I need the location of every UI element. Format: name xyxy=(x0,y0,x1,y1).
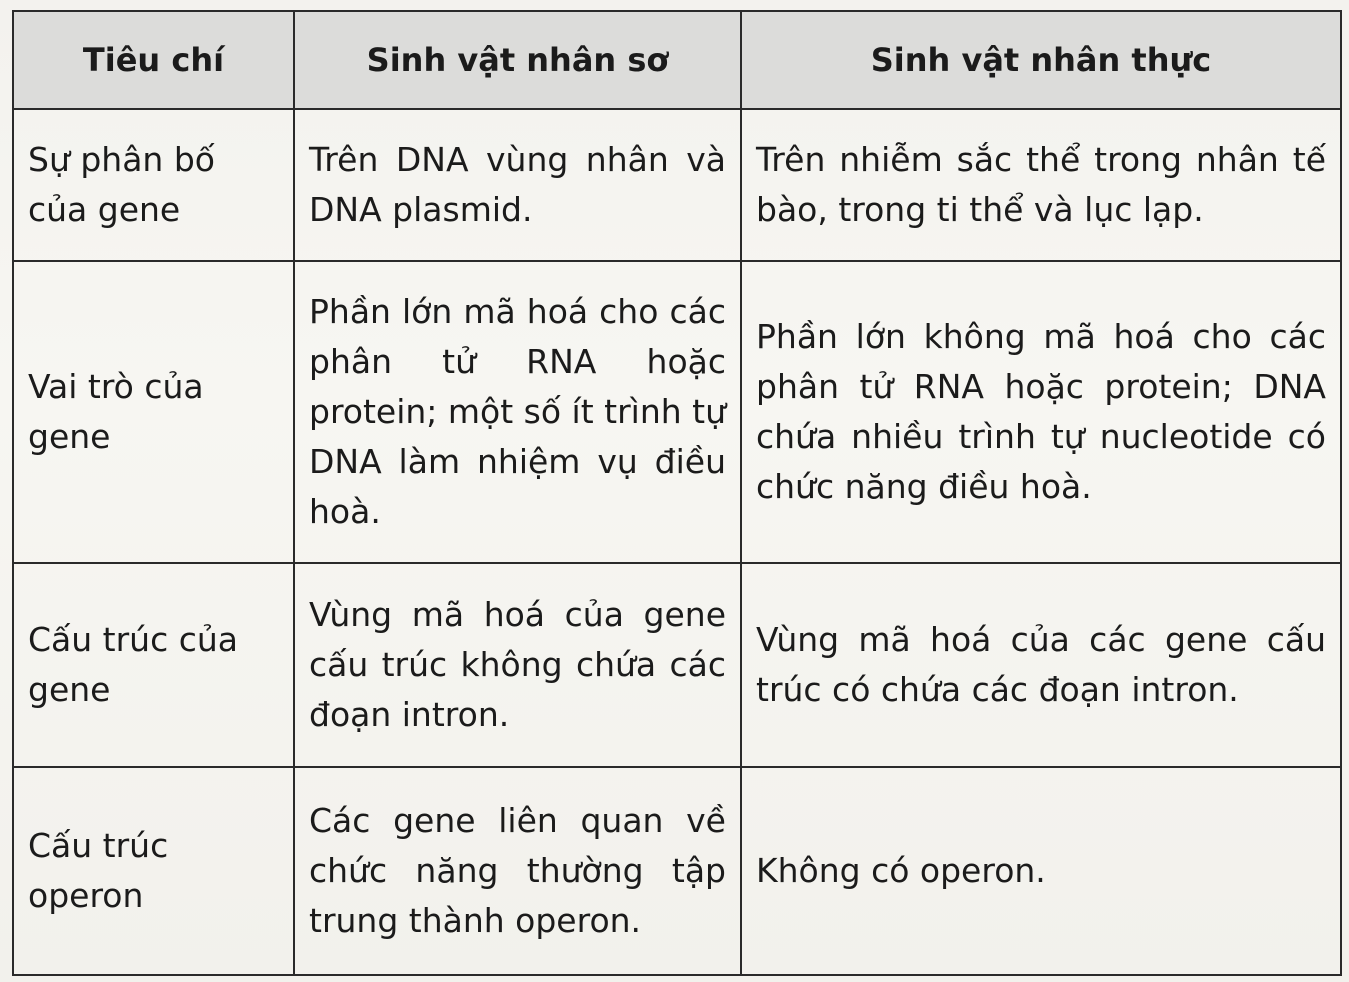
header-eukaryote: Sinh vật nhân thực xyxy=(741,11,1341,109)
table-row xyxy=(13,109,1341,261)
table-header-row xyxy=(13,11,1341,109)
criterion-cell: Cấu trúc operon xyxy=(13,767,294,975)
criterion-cell: Cấu trúc của gene xyxy=(13,563,294,767)
criterion-cell: Sự phân bố của gene xyxy=(13,109,294,261)
header-criterion: Tiêu chí xyxy=(13,11,294,109)
table-row xyxy=(13,563,1341,767)
eukaryote-cell: Phần lớn không mã hoá cho các phân tử RNA hoặc protein; DNA chứa nhiều trình tự nucleotide có chức năng điều hoà. xyxy=(741,261,1341,563)
eukaryote-cell: Trên nhiễm sắc thể trong nhân tế bào, trong ti thể và lục lạp. xyxy=(741,109,1341,261)
table-row xyxy=(13,767,1341,975)
prokaryote-cell: Phần lớn mã hoá cho các phân tử RNA hoặc protein; một số ít trình tự DNA làm nhiệm vụ điều hoà. xyxy=(294,261,741,563)
eukaryote-cell: Vùng mã hoá của các gene cấu trúc có chứa các đoạn intron. xyxy=(741,563,1341,767)
header-prokaryote: Sinh vật nhân sơ xyxy=(294,11,741,109)
comparison-table xyxy=(12,10,1342,976)
prokaryote-cell: Vùng mã hoá của gene cấu trúc không chứa các đoạn intron. xyxy=(294,563,741,767)
eukaryote-cell: Không có operon. xyxy=(741,767,1341,975)
prokaryote-cell: Trên DNA vùng nhân và DNA plasmid. xyxy=(294,109,741,261)
criterion-cell: Vai trò của gene xyxy=(13,261,294,563)
prokaryote-cell: Các gene liên quan về chức năng thường tập trung thành operon. xyxy=(294,767,741,975)
table-row xyxy=(13,261,1341,563)
